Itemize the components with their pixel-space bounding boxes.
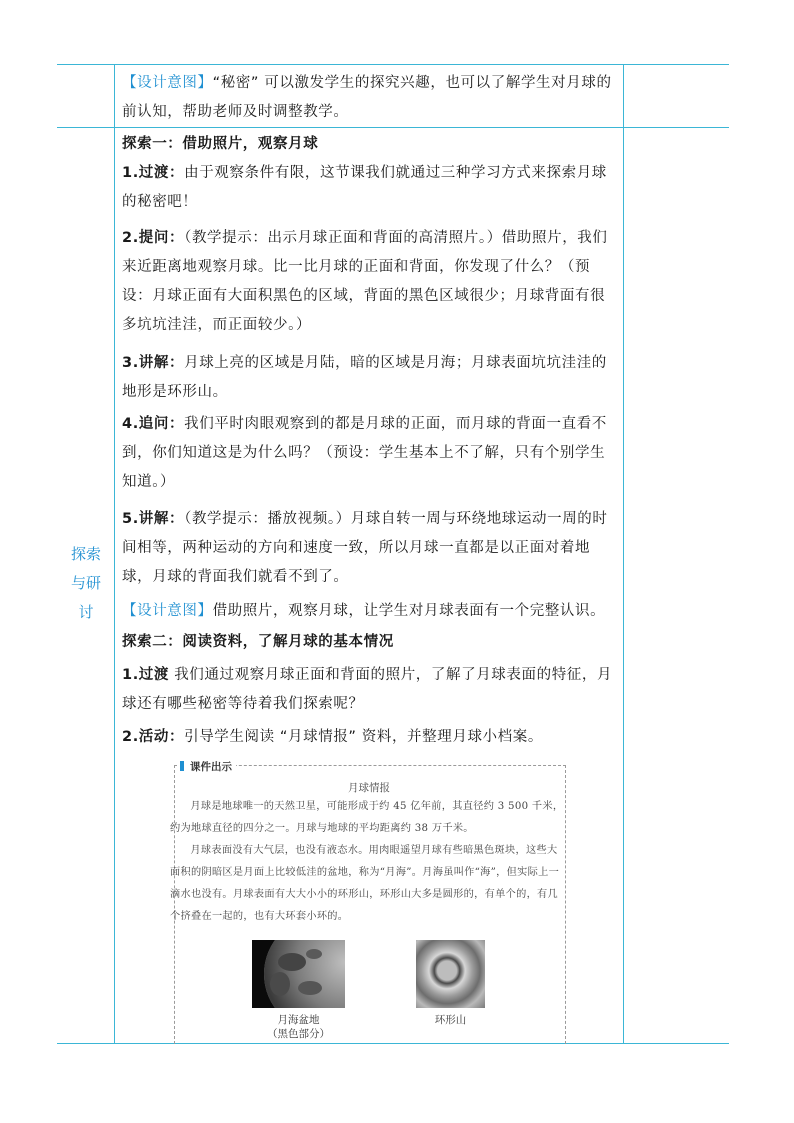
item-label: 5.讲解： xyxy=(122,511,185,527)
item-text: 引导学生阅读 “月球情报” 资料，并整理月球小档案。 xyxy=(184,729,543,745)
item-label: 3.讲解： xyxy=(122,355,185,371)
explore1-design-intent xyxy=(122,597,618,626)
moon-mare-photo xyxy=(252,940,345,1008)
caption-mare-line-2: （黑色部分） xyxy=(267,1028,330,1040)
design-intent-tag: 【设计意图】 xyxy=(122,75,213,91)
item-label: 2.提问： xyxy=(122,230,185,246)
courseware-card-label: 课件出示 xyxy=(178,759,236,774)
design-intent-tag: 【设计意图】 xyxy=(122,603,213,619)
caption-crater: 环形山 xyxy=(434,1014,467,1026)
card-paragraph-1: 月球是地球唯一的天然卫星，可能形成于约 45 亿年前，其直径约 3 500 千米，约为地球直径的四分之一。月球与地球的平均距离约 38 万千米。 xyxy=(170,801,564,834)
item-text: （教学提示：播放视频。）月球自转一周与环绕地球运动一周的时间相等，两种运动的方向和速度一致，所以月球一直都是以正面对着地球，月球的背面我们就看不到了。 xyxy=(122,511,608,585)
caption-mare-line-1: 月海盆地 xyxy=(277,1014,320,1026)
item-label: 1.过渡 xyxy=(122,667,169,683)
column-divider-right xyxy=(623,64,624,1043)
explore1-item-5 xyxy=(122,505,618,592)
explore2-heading: 探索二：阅读资料，了解月球的基本情况 xyxy=(122,634,394,650)
item-text: （教学提示：出示月球正面和背面的高清照片。）借助照片，我们来近距离地观察月球。比一比月球的正面和背面，你发现了什么？（预设：月球正面有大面积黑色的区域，背面的黑色区域很少；月球背面有很多坑坑洼洼，而正面较少。） xyxy=(122,230,608,333)
item-label: 4.追问： xyxy=(122,416,185,432)
explore1-item-2 xyxy=(122,224,618,340)
section-label-line: 探索 xyxy=(70,545,101,563)
item-text: 由于观察条件有限，这节课我们就通过三种学习方式来探索月球的秘密吧！ xyxy=(122,165,607,210)
item-text: 我们通过观察月球正面和背面的照片，了解了月球表面的特征，月球还有哪些秘密等待着我们探索呢？ xyxy=(122,667,613,712)
crater-photo xyxy=(416,940,485,1008)
column-divider-left xyxy=(114,64,115,1043)
item-text: 我们平时肉眼观察到的都是月球的正面，而月球的背面一直看不到，你们知道这是为什么吗？（预设：学生基本上不了解，只有个别学生知道。） xyxy=(122,416,607,490)
item-label: 1.过渡： xyxy=(122,165,185,181)
card-paragraph-2: 月球表面没有大气层，也没有液态水。用肉眼遥望月球有些暗黑色斑块，这些大面积的阴暗区是月面上比较低洼的盆地，称为“月海”。月海虽叫作“海”，但实际上一滴水也没有。月球表面有大大小小的环形山，环形山大多是圆形的，有单个的，有几个挤叠在一起的，也有大环套小环的。 xyxy=(170,845,560,922)
item-label: 2.活动： xyxy=(122,729,185,745)
table-top-border xyxy=(57,64,729,65)
explore1-heading: 探索一：借助照片，观察月球 xyxy=(122,136,319,152)
top-design-intent xyxy=(122,69,618,127)
explore1-item-3 xyxy=(122,349,618,407)
row-divider xyxy=(57,127,729,128)
card-body xyxy=(170,796,566,928)
caption-mare xyxy=(240,1013,357,1041)
section-label-line: 讨 xyxy=(78,603,94,621)
section-label-line: 与研 xyxy=(70,574,101,592)
explore1-item-4 xyxy=(122,410,618,497)
item-text: 月球上亮的区域是月陆，暗的区域是月海；月球表面坑坑洼洼的地形是环形山。 xyxy=(122,355,607,400)
design-intent-text: 借助照片，观察月球，让学生对月球表面有一个完整认识。 xyxy=(212,603,606,619)
explore1-item-1 xyxy=(122,159,618,217)
design-intent-text: “秘密” 可以激发学生的探究兴趣，也可以了解学生对月球的前认知，帮助老师及时调整教学。 xyxy=(122,75,612,120)
card-title: 月球情报 xyxy=(348,782,390,794)
moon-image xyxy=(252,940,345,1008)
section-label xyxy=(58,540,114,627)
explore2-item-2 xyxy=(122,723,618,752)
explore2-item-1 xyxy=(122,661,618,719)
